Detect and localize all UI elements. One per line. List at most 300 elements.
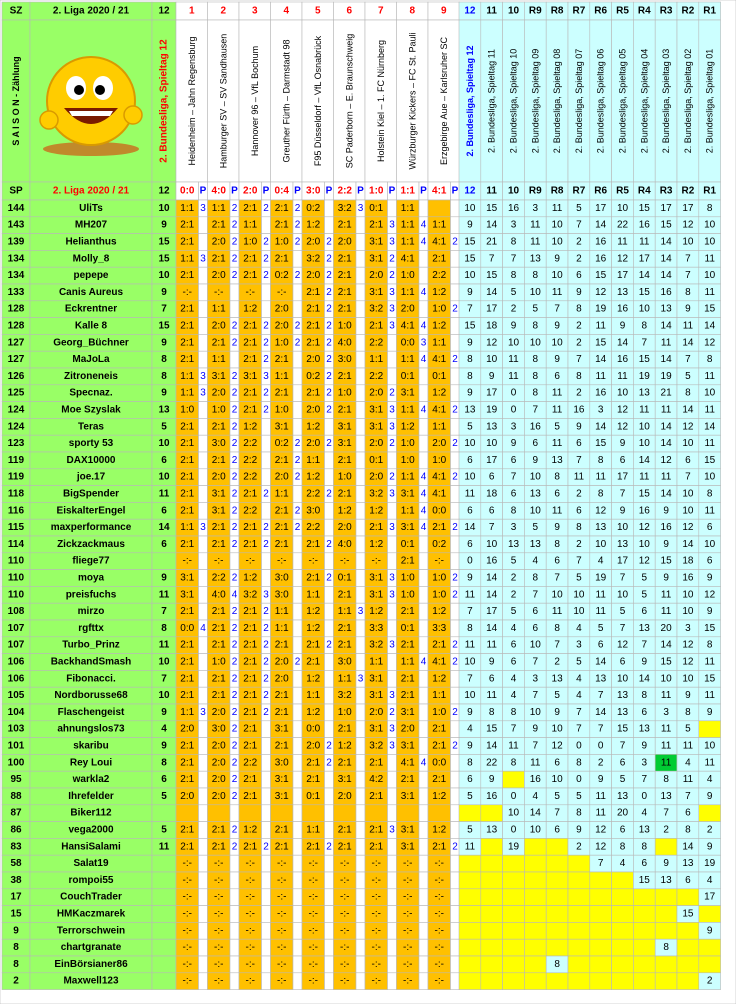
tip-value: 3:1 [243,370,258,382]
player-name: chartgranate [60,942,122,954]
round-value: 8 [576,303,582,315]
tip-points: 3 [389,488,395,500]
round-value: 12 [682,219,694,231]
tip-value: -:- [371,858,381,870]
round-value: 8 [619,841,626,853]
tip-value: 1:0 [400,438,415,450]
round-value: 8 [510,236,517,248]
tip-points: 3 [357,202,364,214]
tip-value: 2:1 [243,656,258,668]
round-value: 9 [554,354,560,366]
row-sp: 8 [13,958,19,970]
player-name: Teras [78,421,104,433]
round-value-cell [568,939,590,956]
round-value: 11 [464,841,476,853]
tip-value: -:- [308,555,318,567]
row-total: 7 [161,606,167,618]
round-value: 2 [576,538,582,550]
row-total: 5 [161,790,167,802]
tip-value: -:- [182,555,192,567]
tip-value: 2:1 [274,454,289,466]
tip-points: 2 [231,370,238,382]
tip-points: 2 [389,471,395,483]
round-value: 14 [486,589,498,601]
round-value: 8 [663,774,669,786]
round-value: 0 [510,404,517,416]
tip-p-cell [293,687,302,704]
row-sp: 110 [7,555,25,567]
round-value: 15 [660,555,672,567]
round-value: 4 [576,673,582,685]
round-value: 7 [576,354,582,366]
round-value: 8 [510,505,517,517]
tip-p-cell [388,654,397,671]
tip-points: 2 [326,370,332,382]
tip-value: 2:1 [211,841,226,853]
round-value: 15 [704,673,716,685]
tip-p-cell [451,318,460,335]
round-value-cell [590,889,612,906]
round-value: 10 [529,286,541,298]
round-value: 11 [704,404,715,416]
round-value: 13 [660,874,672,886]
tip-p-cell [419,721,428,738]
round-value-cell [612,939,634,956]
tip-value: 2:0 [211,387,226,399]
tip-p-cell [388,200,397,217]
round-value-cell [699,939,721,956]
player-name: MH207 [74,219,108,231]
row-total: 9 [161,219,167,231]
tip-p-cell [293,385,302,402]
round-value: 16 [507,202,520,214]
player-name: Molly_8 [72,253,110,265]
round-value: 10 [529,824,541,836]
tip-p-cell [388,838,397,855]
tip-value: 1:0 [432,706,447,718]
player-name: sporty 53 [68,438,114,450]
round-value: 11 [464,639,476,651]
tip-points: 2 [326,253,332,265]
tip-value: 4:1 [400,757,415,769]
round-value: 10 [616,522,629,534]
round-label: 2. Bundesliga, Spieltag 12 [464,45,475,157]
row-sp: 119 [7,454,25,466]
round-value-cell [459,855,481,872]
tip-value: 1:1 [274,370,289,382]
tip-points: 2 [326,320,332,332]
tip-p-cell [451,553,460,570]
tip-p-cell [199,586,208,603]
round-value: 2 [706,824,713,836]
tip-value: 1:2 [243,303,258,315]
tip-value: 1:1 [180,387,195,399]
row-total: 7 [161,673,167,685]
row-sp: 143 [7,219,25,231]
tip-p-cell [419,267,428,284]
tip-p-cell [451,418,460,435]
tip-value: 2:1 [337,639,352,651]
round-value: 7 [554,639,560,651]
round-value: 10 [529,471,541,483]
tip-value: 2:1 [180,606,195,618]
tip-p-cell [356,469,365,486]
row-sp: 101 [7,740,25,752]
player-name: warkla2 [72,774,110,786]
round-value: 7 [554,572,560,584]
tip-points: 2 [294,656,301,668]
round-value: 9 [619,438,626,450]
tip-value: 3:1 [369,723,384,735]
round-value-cell [524,906,546,923]
round-value: 14 [660,236,672,248]
tip-value: 3:2 [369,639,384,651]
tip-value: 2:1 [369,320,384,332]
tip-value: 1:2 [432,387,447,399]
tip-value: 2:1 [432,740,447,752]
round-value: 17 [660,202,672,214]
tip-value: 2:1 [243,522,258,534]
round-value: 12 [595,824,607,836]
round-value: 14 [638,454,650,466]
tip-cell [397,805,420,822]
round-value: 9 [576,286,582,298]
tip-value: -:- [214,891,224,903]
round-value: 9 [510,320,517,332]
round-head: R9 [528,5,542,17]
round-value: 15 [486,202,498,214]
round-value: 13 [682,858,694,870]
tip-value: 2:1 [306,320,321,332]
round-value: 7 [576,723,582,735]
tip-points: 2 [294,522,301,534]
round-value: 8 [706,488,713,500]
round-value: 17 [616,270,629,282]
tip-p-cell [262,889,271,906]
round-value: 10 [638,303,650,315]
tip-p-cell [388,939,397,956]
round-value: 12 [682,421,694,433]
round-value-cell [546,939,568,956]
tip-value: 1:1 [180,202,195,214]
round-value: 13 [529,488,541,500]
round-value: 8 [576,807,582,819]
tip-p-cell [230,939,239,956]
round-value: 9 [467,740,473,752]
round-value: 7 [576,454,582,466]
tip-p-cell [293,637,302,654]
round-value: 16 [529,421,541,433]
round-value: 15 [486,270,498,282]
tip-points: 2 [231,522,238,534]
tip-value: 2:0 [432,438,447,450]
row-sp: 88 [10,790,22,802]
round-value: 9 [706,925,713,937]
round-value: 10 [464,270,476,282]
round-value-cell [677,922,699,939]
tip-p-cell [419,385,428,402]
tip-p-cell [230,973,239,990]
row-total: 9 [161,572,167,584]
row-total: 11 [158,841,170,853]
tip-value: 2:1 [400,673,415,685]
tip-p-cell [419,738,428,755]
tip-points: 2 [452,303,458,315]
tip-points: 2 [326,438,332,450]
round-value: 11 [595,606,606,618]
tip-value: 2:2 [369,370,384,382]
tip-p-cell [356,385,365,402]
tip-value: -:- [340,555,350,567]
round-value: 19 [595,572,607,584]
round-value: 15 [638,488,650,500]
round-value: 15 [595,438,607,450]
row-sp: 116 [7,505,25,517]
row-total: 10 [158,202,170,214]
round-value: 11 [704,757,715,769]
tip-points: 2 [231,639,238,651]
tip-value: 2:1 [243,622,258,634]
tip-p-cell [262,452,271,469]
round-value: 13 [551,454,563,466]
round-value: 6 [488,673,495,685]
round-value: 15 [464,320,476,332]
tip-value: 2:1 [180,841,195,853]
tip-value: 2:1 [337,303,352,315]
tip-points: 2 [231,253,238,265]
round-value: 12 [704,337,716,349]
row-sp: 118 [7,488,25,500]
p-label: P [262,185,270,197]
tip-value: 1:2 [306,421,321,433]
round-value-cell [612,922,634,939]
tip-points: 2 [231,606,238,618]
round-value: 6 [554,824,560,836]
round-label: 2. Bundesliga, Spieltag 05 [617,48,628,154]
tip-value: 2:1 [243,706,258,718]
tip-p-cell [199,402,208,419]
tip-points: 2 [294,236,301,248]
tip-points: 2 [452,522,458,534]
tip-p-cell [199,922,208,939]
round-value-cell [612,906,634,923]
round-value: 11 [660,606,672,618]
round-value: 12 [595,286,607,298]
round-value-cell [481,922,503,939]
round-value: 7 [532,404,539,416]
tip-p-cell [356,452,365,469]
round-value: 9 [706,841,713,853]
player-name: Helianthus [65,236,117,248]
p-label: P [357,185,364,197]
tip-points: 2 [294,320,301,332]
round-value: 6 [467,505,473,517]
tip-value: 1:2 [337,505,352,517]
tip-p-cell [230,872,239,889]
tip-p-cell [199,603,208,620]
tip-value: 2:0 [211,706,226,718]
round-label: 2. Bundesliga, Spieltag 04 [639,48,650,154]
player-name: fliege77 [72,555,110,567]
tip-p-cell [293,754,302,771]
tip-value: 2:0 [274,303,289,315]
tip-value: 2:1 [180,639,195,651]
tip-value: 3:0 [274,757,289,769]
row-sp: 100 [7,757,25,769]
tip-p-cell [356,721,365,738]
tip-value: -:- [371,555,381,567]
tip-points: 3 [389,404,395,416]
player-name: Zickzackmaus [57,538,125,550]
tip-value: 1:1 [180,370,195,382]
round-value-cell [546,889,568,906]
round-value: 2 [706,975,713,987]
round-value: 8 [554,958,560,970]
tip-value: 0:0 [306,723,321,735]
round-value: 9 [685,303,691,315]
round-value: 8 [510,270,517,282]
round-value: 14 [704,320,716,332]
round-value: 12 [682,522,694,534]
round-value-cell [503,906,525,923]
round-value: 8 [532,370,539,382]
round-value-cell [546,922,568,939]
tip-points: 3 [389,522,395,534]
player-name: EinBörsianer86 [54,958,128,970]
round-value: 13 [507,538,520,550]
tip-p-cell [293,872,302,889]
round-value: 16 [660,286,672,298]
round-value: 7 [597,690,604,702]
round-value: 9 [706,706,713,718]
round-value: 8 [532,320,539,332]
round-head: R1 [703,5,717,17]
round-value-cell [612,956,634,973]
tip-value: -:- [182,891,192,903]
tip-p-cell [199,738,208,755]
tip-p-cell [293,486,302,503]
tip-value: 2:1 [337,622,352,634]
tip-value: 0:0 [432,505,447,517]
round-value-cell [546,872,568,889]
tip-p-cell [325,771,334,788]
round-value: 4 [641,807,648,819]
tip-p-cell [356,973,365,990]
tip-value: 2:0 [369,270,384,282]
tip-points: 2 [452,740,458,752]
row-total: 8 [161,622,167,634]
tip-p-cell [293,553,302,570]
tip-points: 2 [294,438,301,450]
tip-value: 0:2 [432,538,447,550]
tip-value: 1:0 [274,337,289,349]
round-value-cell [633,939,655,956]
tip-value: 3:1 [400,488,415,500]
tip-value: 3:0 [211,723,226,735]
tip-value: 0:0 [400,337,415,349]
tip-value: 1:1 [306,824,321,836]
tip-value: 3:1 [180,572,195,584]
tip-points: 3 [389,236,395,248]
tip-p-cell [419,855,428,872]
tip-p-cell [230,922,239,939]
round-value: 12 [486,337,498,349]
sub-round-head: 12 [464,185,476,197]
tip-value: 2:1 [274,387,289,399]
round-value: 7 [510,723,517,735]
tip-value: 2:1 [337,253,352,265]
round-value: 11 [595,790,606,802]
round-value: 7 [532,690,539,702]
p-label: P [294,185,301,197]
tip-value: 2:1 [243,673,258,685]
tip-p-cell [199,754,208,771]
tip-p-cell [293,738,302,755]
tip-value: 1:1 [274,488,289,500]
round-value-cell [524,872,546,889]
tip-p-cell [262,922,271,939]
tip-p-cell [451,956,460,973]
player-name: DAX10000 [66,454,116,466]
tip-value: 2:2 [211,572,226,584]
tip-value: 3:1 [369,572,384,584]
tip-p-cell [356,402,365,419]
tip-p-cell [293,670,302,687]
round-value: 10 [616,202,629,214]
tip-value: 1:1 [400,219,415,231]
round-value: 13 [660,303,672,315]
player-name: rompoi55 [68,874,114,886]
round-value: 10 [638,438,650,450]
round-value: 12 [616,639,629,651]
match-name: Hannover 96 – VfL Bochum [249,45,260,157]
tip-value: 3:0 [337,656,352,668]
tip-value: 2:2 [432,270,447,282]
match-name: SC Paderborn – E. Braunschweig [344,33,355,169]
round-value-cell [612,889,634,906]
round-value-cell [633,956,655,973]
round-value: 5 [576,656,582,668]
match-name: Erzgebirge Aue – Karlsruher SC [438,36,449,166]
row-total: 11 [158,589,170,601]
tip-value: 2:1 [274,740,289,752]
tip-p-cell [356,654,365,671]
tip-value: 2:1 [400,555,415,567]
tip-p-cell [262,301,271,318]
tip-points: 2 [231,421,238,433]
match-result: 4:1 [432,185,447,197]
round-value: 11 [639,236,650,248]
round-value: 14 [638,673,650,685]
tip-p-cell [262,956,271,973]
tip-value: -:- [308,958,318,970]
tip-points: 2 [263,538,269,550]
row-total-cell [152,553,176,570]
round-value: 15 [660,219,672,231]
tip-value: -:- [214,555,224,567]
round-value: 7 [467,673,473,685]
tip-value: 0:1 [400,370,415,382]
tip-value: 2:0 [274,656,289,668]
tip-value: 1:0 [211,404,226,416]
tip-p-cell [451,200,460,217]
tip-value: -:- [403,858,413,870]
tip-value: 2:1 [180,270,195,282]
tip-points: 3 [389,824,395,836]
tip-value: 2:2 [243,438,258,450]
tip-value: 3:2 [369,740,384,752]
tip-p-cell [325,973,334,990]
